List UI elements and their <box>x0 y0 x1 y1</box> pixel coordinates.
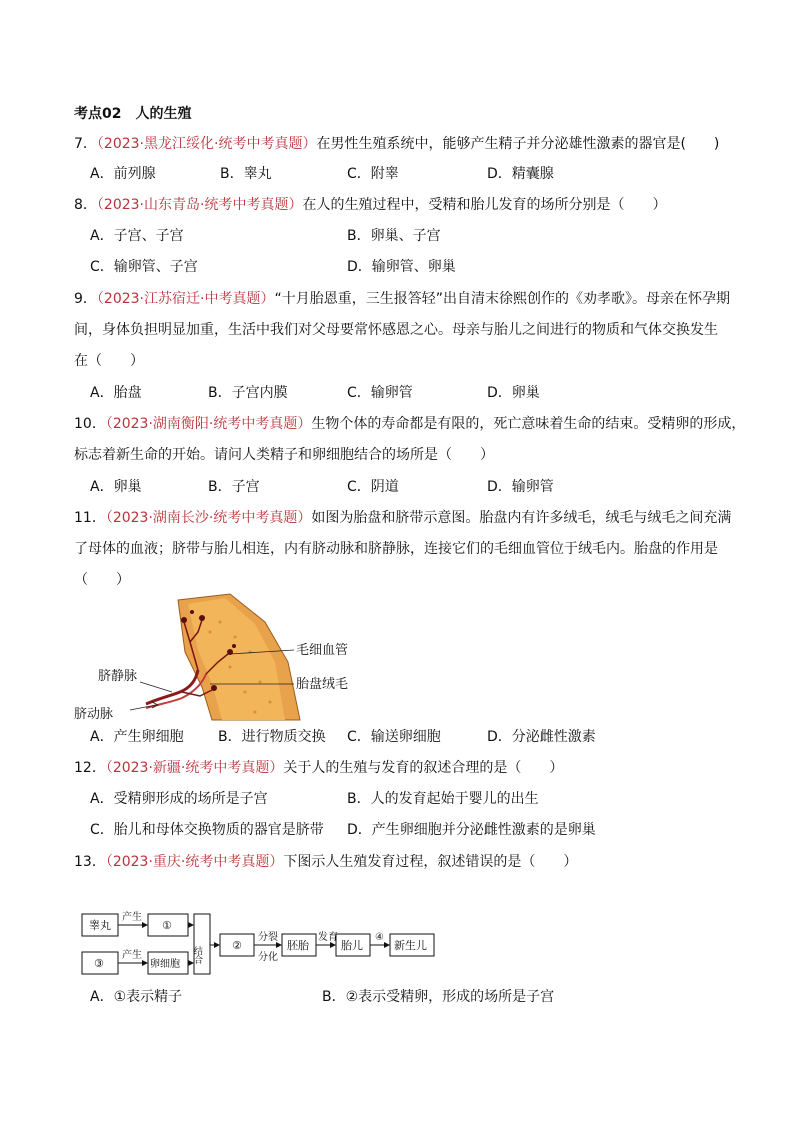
question-7 <box>74 134 719 154</box>
question-11 <box>74 508 731 528</box>
option-c[interactable]: C．阴道 <box>347 479 399 495</box>
question-text: 关于人的生殖与发育的叙述合理的是（ ） <box>283 760 564 776</box>
option-b[interactable]: B．子宫 <box>208 479 260 495</box>
question-number: 7． <box>74 136 97 152</box>
question-9-line3: 在（ ） <box>74 353 144 369</box>
question-number: 11． <box>74 510 106 526</box>
option-a[interactable]: A．产生卵细胞 <box>90 729 184 745</box>
option-a[interactable]: A．卵巢 <box>90 479 142 495</box>
question-number: 12． <box>74 760 106 776</box>
question-source: （2023·新疆·统考中考真题） <box>105 760 284 776</box>
question-10 <box>74 414 745 434</box>
option-b[interactable]: B．睾丸 <box>220 166 272 182</box>
question-13 <box>74 852 577 872</box>
question-source: （2023·湖南衡阳·统考中考真题） <box>105 416 312 432</box>
question-source: （2023·江苏宿迁·中考真题） <box>96 291 275 307</box>
question-source: （2023·重庆·统考中考真题） <box>105 854 284 870</box>
question-text: “十月胎恩重，三生报答轻”出自清末徐熙创作的《劝孝歌》。母亲在怀孕期 <box>274 291 730 307</box>
label-villi: 胎盘绒毛 <box>296 677 349 692</box>
option-d[interactable]: D．分泌雌性激素 <box>487 729 596 745</box>
label-circle-4: ④ <box>375 932 384 943</box>
label-umbilical-artery: 脐动脉 <box>74 707 114 722</box>
option-a[interactable]: A．胎盘 <box>90 385 142 401</box>
option-c[interactable]: C．输卵管、子宫 <box>90 259 198 275</box>
option-a[interactable]: A．前列腺 <box>90 166 156 182</box>
label-circle-1: ① <box>162 919 172 932</box>
option-a[interactable]: A．①表示精子 <box>90 989 183 1005</box>
option-d[interactable]: D．输卵管 <box>487 479 554 495</box>
question-8 <box>74 195 666 215</box>
label-combine: 结合 <box>192 946 202 964</box>
label-testis: 睾丸 <box>89 919 111 932</box>
option-c[interactable]: C．输送卵细胞 <box>347 729 441 745</box>
question-source: （2023·湖南长沙·统考中考真题） <box>105 510 312 526</box>
label-develop: 发育 <box>318 932 338 943</box>
label-produce-2: 产生 <box>122 950 142 961</box>
option-d[interactable]: D．输卵管、卵巢 <box>347 259 456 275</box>
question-11-line2: 了母体的血液；脐带与胎儿相连，内有脐动脉和脐静脉，连接它们的毛细血管位于绒毛内。胎盘的作用是 <box>74 541 718 557</box>
option-b[interactable]: B．进行物质交换 <box>218 729 326 745</box>
question-text: 在男性生殖系统中，能够产生精子并分泌雄性激素的器官是( ) <box>316 136 720 152</box>
option-d[interactable]: D．产生卵细胞并分泌雌性激素的是卵巢 <box>347 822 596 838</box>
question-text: 如图为胎盘和脐带示意图。胎盘内有许多绒毛，绒毛与绒毛之间充满 <box>311 510 732 526</box>
label-fetus: 胎儿 <box>341 939 363 952</box>
question-source: （2023·黑龙江绥化·统考中考真题） <box>96 136 317 152</box>
label-circle-2: ② <box>232 939 242 952</box>
question-12 <box>74 758 563 778</box>
placenta-figure <box>60 592 360 722</box>
section-title: 考点02 人的生殖 <box>74 106 192 122</box>
question-number: 9． <box>74 291 97 307</box>
label-differentiate: 分化 <box>258 952 278 963</box>
option-b[interactable]: B．子宫内膜 <box>208 385 288 401</box>
label-circle-3: ③ <box>94 957 104 970</box>
option-b[interactable]: B．②表示受精卵，形成的场所是子宫 <box>322 989 555 1005</box>
option-c[interactable]: C．胎儿和母体交换物质的器官是脐带 <box>90 822 324 838</box>
option-a[interactable]: A．子宫、子宫 <box>90 228 184 244</box>
label-egg: 卵细胞 <box>150 959 180 970</box>
label-produce-1: 产生 <box>122 912 142 923</box>
question-9-line2: 间，身体负担明显加重，生活中我们对父母要常怀感恩之心。母亲与胎儿之间进行的物质和气体交换发生 <box>74 322 718 338</box>
label-umbilical-vein: 脐静脉 <box>98 669 138 684</box>
option-b[interactable]: B．卵巢、子宫 <box>347 228 441 244</box>
reproduction-flow-diagram <box>78 902 438 976</box>
question-text: 下图示人生殖发育过程，叙述错误的是（ ） <box>283 854 578 870</box>
label-capillary: 毛细血管 <box>296 643 349 658</box>
question-number: 13． <box>74 854 106 870</box>
option-b[interactable]: B．人的发育起始于婴儿的出生 <box>347 791 539 807</box>
question-9 <box>74 289 730 309</box>
question-text: 生物个体的寿命都是有限的，死亡意味着生命的结束。受精卵的形成， <box>311 416 746 432</box>
question-number: 10． <box>74 416 106 432</box>
question-text: 在人的生殖过程中，受精和胎儿发育的场所分别是（ ） <box>302 197 667 213</box>
box-combine <box>194 914 210 974</box>
question-10-line2: 标志着新生命的开始。请问人类精子和卵细胞结合的场所是（ ） <box>74 447 494 463</box>
option-c[interactable]: C．输卵管 <box>347 385 413 401</box>
option-a[interactable]: A．受精卵形成的场所是子宫 <box>90 791 268 807</box>
label-newborn: 新生儿 <box>394 939 427 952</box>
question-source: （2023·山东青岛·统考中考真题） <box>96 197 303 213</box>
option-c[interactable]: C．附睾 <box>347 166 399 182</box>
option-d[interactable]: D．卵巢 <box>487 385 540 401</box>
question-11-line3: （ ） <box>74 572 130 588</box>
label-divide: 分裂 <box>258 932 278 943</box>
label-embryo: 胚胎 <box>287 939 309 952</box>
question-number: 8． <box>74 197 97 213</box>
option-d[interactable]: D．精囊腺 <box>487 166 554 182</box>
